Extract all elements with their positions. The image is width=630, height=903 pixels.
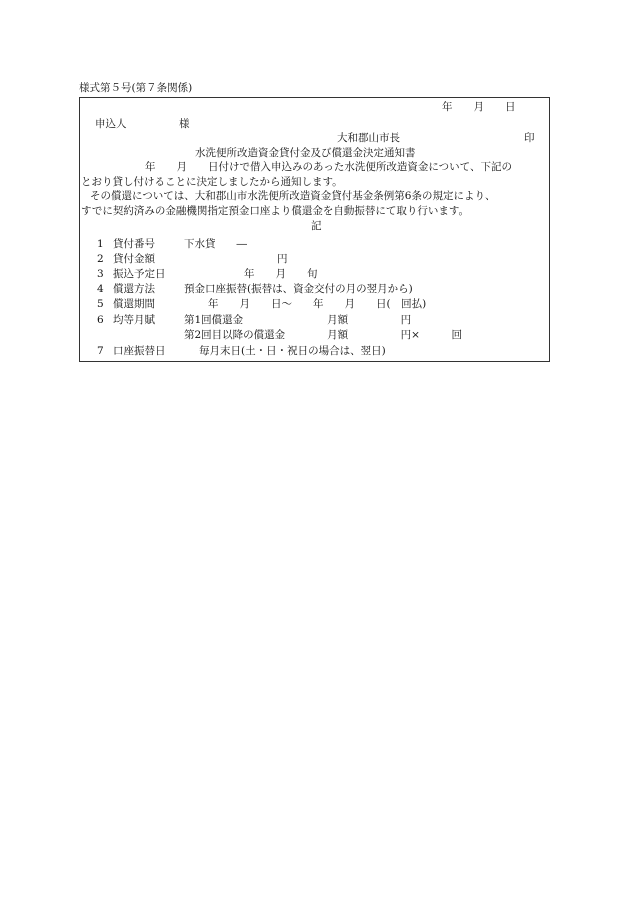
seal-mark: 印: [524, 132, 535, 144]
item-number: 3: [97, 268, 104, 280]
body-line-1: 年 月 日付けで借入申込みのあった水洗便所改造資金について、下記の: [145, 161, 512, 173]
item-value-later-installment: 第2回目以降の償還金 月額 円× 回: [184, 329, 462, 341]
item-label-loan-number: 貸付番号: [113, 238, 155, 250]
notice-form: [79, 97, 550, 362]
item-value-loan-amount: 円: [277, 253, 288, 265]
item-label-monthly-installment: 均等月賦: [113, 314, 155, 326]
item-value-repayment-method: 預金口座振替(振替は、資金交付の月の翌月から): [184, 283, 413, 295]
date-line: 年 月 日: [442, 101, 516, 113]
item-number: 7: [97, 345, 104, 357]
form-number-label: 様式第５号(第７条関係): [79, 82, 193, 94]
body-line-3: その償還については、大和郡山市水洗便所改造資金貸付基金条例第6条の規定により、: [90, 190, 496, 202]
item-value-transfer-date: 年 月 旬: [244, 268, 318, 280]
item-value-loan-number: 下水貸 ―: [184, 238, 247, 250]
ki-heading: 記: [311, 220, 322, 232]
item-value-debit-date: 毎月末日(土・日・祝日の場合は、翌日): [199, 345, 386, 357]
item-number: 1: [97, 238, 104, 250]
item-number: 2: [97, 253, 104, 265]
body-line-2: とおり貸し付けることに決定しましたから通知します。: [81, 176, 343, 188]
item-label-repayment-method: 償還方法: [113, 283, 155, 295]
item-label-loan-amount: 貸付金額: [113, 253, 155, 265]
body-line-4: すでに契約済みの金融機関指定預金口座より償還金を自動振替にて取り行います。: [81, 205, 469, 217]
item-number: 6: [97, 314, 104, 326]
recipient-line: 申込人 様: [95, 118, 190, 130]
issuer-name: 大和郡山市長: [337, 132, 400, 144]
item-number: 4: [97, 283, 104, 295]
item-value-first-installment: 第1回償還金 月額 円: [184, 314, 412, 326]
item-number: 5: [97, 298, 104, 310]
document-title: 水洗便所改造資金貸付金及び償還金決定通知書: [195, 147, 416, 159]
item-value-repayment-period: 年 月 日～ 年 月 日( 回払): [208, 298, 427, 310]
item-label-transfer-date: 振込予定日: [113, 268, 166, 280]
item-label-debit-date: 口座振替日: [113, 345, 166, 357]
item-label-repayment-period: 償還期間: [113, 298, 155, 310]
